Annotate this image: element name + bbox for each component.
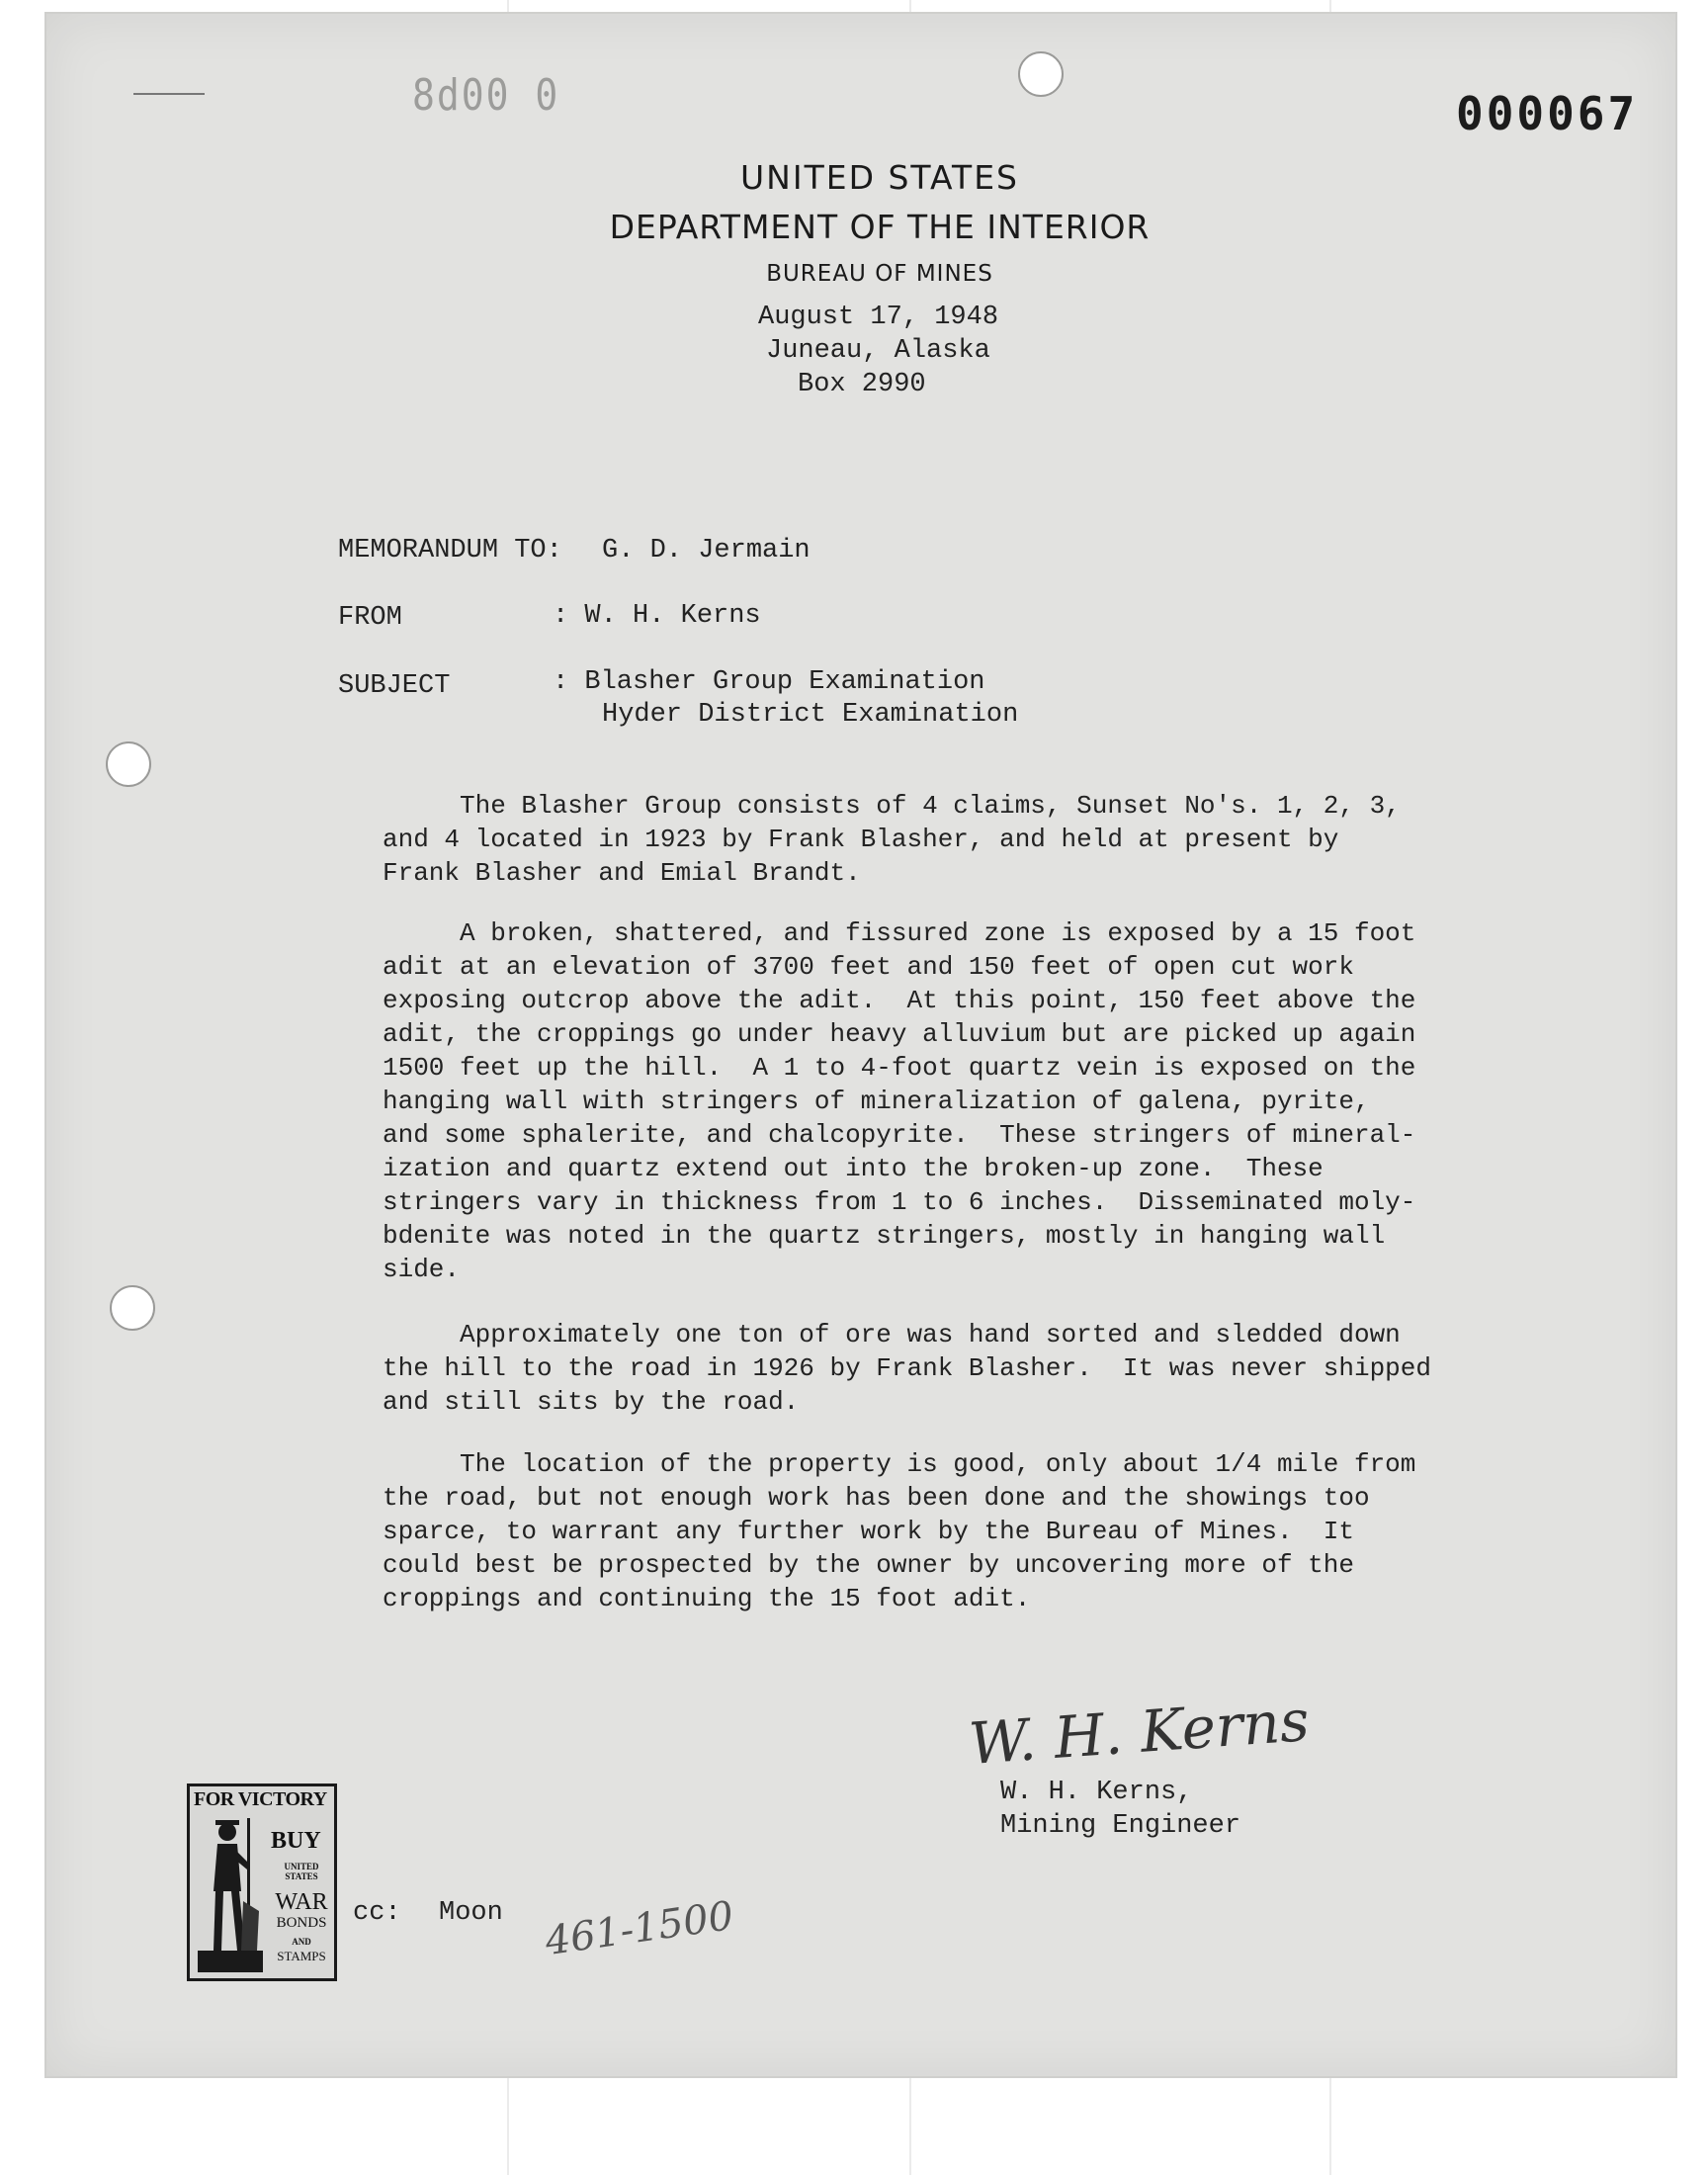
signer-name: W. H. Kerns, — [1000, 1778, 1193, 1807]
cc-label: cc: — [353, 1898, 401, 1928]
date: August 17, 1948 — [758, 303, 999, 332]
document-number: 000067 — [1456, 87, 1639, 140]
box-number: Box 2990 — [798, 370, 926, 399]
punch-hole-left-upper — [106, 741, 151, 787]
poster-stamps: STAMPS — [277, 1949, 326, 1963]
paragraph-2: A broken, shattered, and fissured zone is exposed by a 15 foot adit at an elevation of 3700 feet and 150 feet of open cut work exposing outcrop above the adit. At this point, 150 feet above the adit, the croppings go under heavy alluvium but are picked up again 1500 feet up the hill. A 1 to 4-foot quartz vein is exposed on the hanging wall with stringers of mineralization of galena, pyrite, and some sphalerite, and chalcopyrite. These stringers of mineral- ization and quartz extend out into the broken-up zone. These stringers vary in thickness from 1 to 6 inches. Disseminated moly- bdenite was noted in the quartz stringers, mostly in hanging wall side. — [383, 918, 1416, 1284]
handwritten-note: 461-1500 — [542, 1892, 736, 1965]
minuteman-figure-icon — [194, 1812, 267, 1978]
memo-from-value: : W. H. Kerns — [553, 601, 761, 631]
war-bonds-poster — [187, 1784, 337, 1981]
poster-and: AND — [292, 1937, 311, 1947]
poster-bonds: BONDS — [276, 1915, 327, 1931]
poster-title: FOR VICTORY — [194, 1788, 327, 1810]
punch-hole-left-lower — [110, 1285, 155, 1331]
header-bureau: BUREAU OF MINES — [766, 261, 993, 287]
memo-subject-line2: Hyder District Examination — [602, 700, 1019, 730]
header-department: DEPARTMENT OF THE INTERIOR — [609, 208, 1151, 246]
paragraph-3: Approximately one ton of ore was hand sorted and sledded down the hill to the road in 1926 by Frank Blasher. It was never shipped and still sits by the road. — [383, 1320, 1431, 1417]
paragraph-4: The location of the property is good, only about 1/4 mile from the road, but not enough work has been done and the showings too sparce, to warrant any further work by the Bureau of Mines. It could best be prospected by the owner by uncovering more of the croppings and continuing the 15 foot adit. — [383, 1449, 1416, 1613]
signer-title: Mining Engineer — [1000, 1811, 1241, 1841]
memo-from-label: FROM — [338, 603, 402, 633]
punch-hole-top — [1018, 51, 1064, 97]
handwritten-signature: W. H. Kerns — [967, 1687, 1312, 1778]
memo-subject-line1: : Blasher Group Examination — [553, 667, 985, 697]
faded-stamp-number: 8d00 0 — [412, 69, 560, 121]
document-page — [44, 12, 1677, 2078]
top-filing-mark — [133, 93, 205, 95]
poster-war: WAR — [275, 1889, 328, 1915]
poster-united-states: UNITED STATES — [284, 1862, 319, 1881]
memo-to-value: G. D. Jermain — [602, 536, 811, 566]
city: Juneau, Alaska — [766, 336, 990, 366]
header-united-states: UNITED STATES — [740, 158, 1019, 197]
memo-subject-label: SUBJECT — [338, 671, 451, 701]
cc-value: Moon — [439, 1898, 503, 1928]
memo-to-label: MEMORANDUM TO: — [338, 536, 562, 566]
poster-buy: BUY — [271, 1828, 321, 1854]
paragraph-1: The Blasher Group consists of 4 claims, Sunset No's. 1, 2, 3, and 4 located in 1923 by Frank Blasher, and held at present by Frank Blasher and Emial Brandt. — [383, 791, 1401, 888]
